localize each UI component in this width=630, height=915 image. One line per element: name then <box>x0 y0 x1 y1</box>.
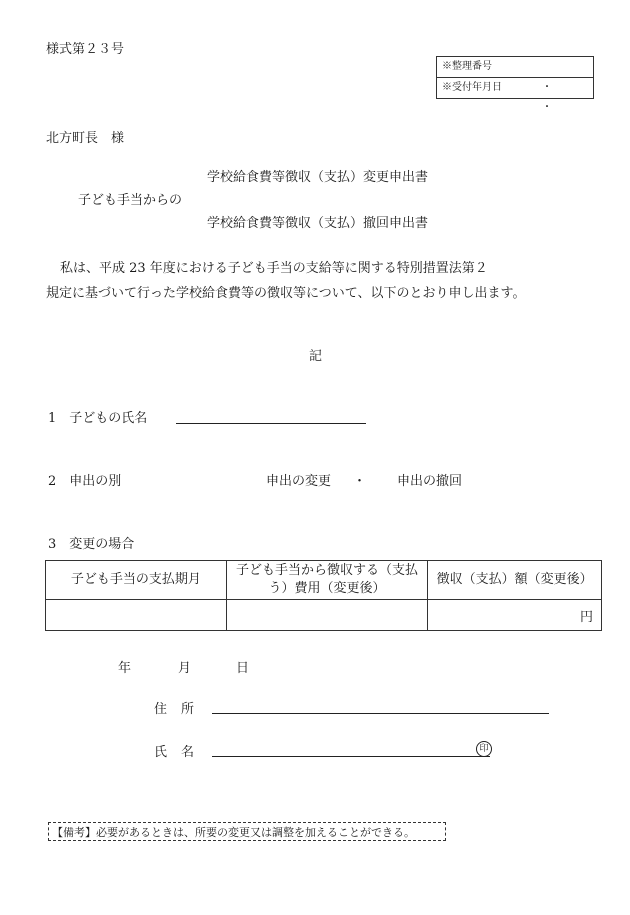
management-number-row <box>437 57 593 77</box>
date-separator: ・ <box>542 102 552 113</box>
name-field[interactable] <box>212 756 490 757</box>
table-row <box>46 600 602 631</box>
date-year: 年 <box>118 661 132 676</box>
note-box <box>48 822 446 841</box>
seal-mark: 印 <box>476 741 492 757</box>
management-number-label: ※整理番号 <box>442 61 492 72</box>
header-amount-after-change: 徴収（支払）額（変更後） <box>428 561 602 600</box>
table-header-row <box>46 561 602 600</box>
body-text-line-2: 規定に基づいて行った学校給食費等の徴収等について、以下のとおり申し出ます。 <box>46 286 526 301</box>
item3-label: 3 変更の場合 <box>48 537 135 552</box>
address-field[interactable] <box>212 713 549 714</box>
title-prefix: 子ども手当からの <box>78 193 183 208</box>
option-separator: ・ <box>353 474 367 489</box>
title-withdraw: 学校給食費等徴収（支払）撤回申出書 <box>207 216 429 231</box>
date-month: 月 <box>178 661 192 676</box>
name-label: 氏名 <box>154 745 209 760</box>
header-fee-after-change: 子ども手当から徴収する（支払う）費用（変更後） <box>226 561 428 600</box>
date-separator: ・ <box>542 82 552 93</box>
fee-cell[interactable] <box>226 600 428 631</box>
child-name-field[interactable] <box>176 423 366 424</box>
payment-month-cell[interactable] <box>46 600 227 631</box>
body-text-line-1: 私は、平成 23 年度における子ども手当の支給等に関する特別措置法第２ <box>60 261 488 276</box>
reception-date-label: ※受付年月日 <box>442 82 502 93</box>
form-number: 様式第２３号 <box>46 42 125 57</box>
ki-heading: 記 <box>309 349 323 364</box>
item1-label: 1 子どもの氏名 <box>48 411 148 426</box>
reception-date-row <box>437 77 593 113</box>
address-label: 住所 <box>154 702 209 717</box>
reception-date-separators <box>542 78 593 118</box>
date-day: 日 <box>236 661 250 676</box>
change-table <box>45 560 602 631</box>
option-change[interactable]: 申出の変更 <box>266 474 332 489</box>
amount-cell[interactable]: 円 <box>428 600 602 631</box>
option-withdraw[interactable]: 申出の撤回 <box>397 474 463 489</box>
addressee: 北方町長 様 <box>46 131 125 146</box>
item2-label: 2 申出の別 <box>48 474 122 489</box>
header-payment-month: 子ども手当の支払期月 <box>46 561 227 600</box>
reference-box <box>436 56 594 113</box>
title-change: 学校給食費等徴収（支払）変更申出書 <box>207 170 429 185</box>
note-text: 【備考】必要があるときは、所要の変更又は調整を加えることができる。 <box>52 826 415 839</box>
